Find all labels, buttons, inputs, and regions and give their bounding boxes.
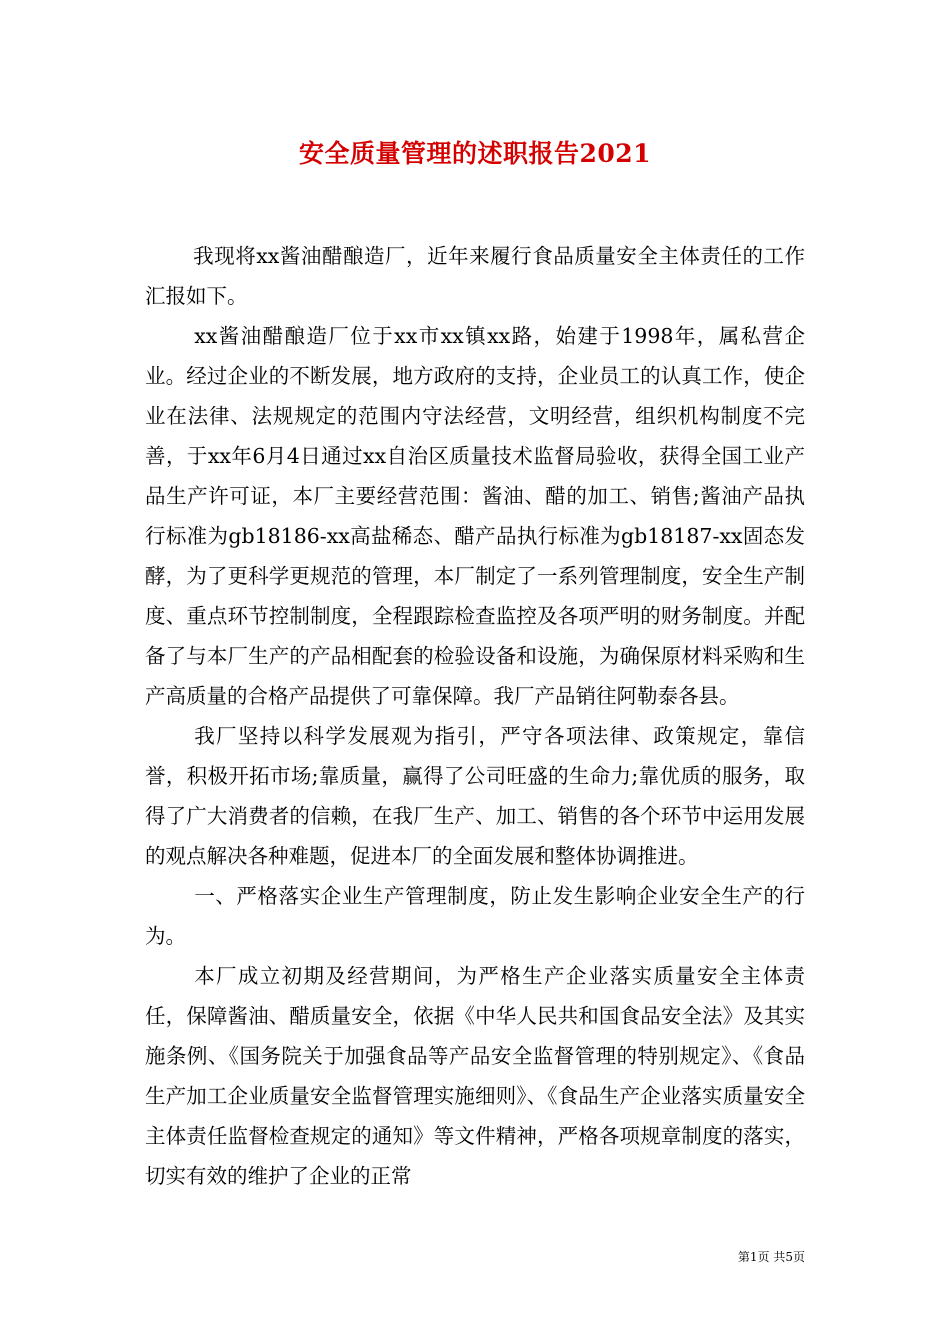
paragraph-company-overview: xx酱油醋酿造厂位于xx市xx镇xx路，始建于1998年，属私营企业。经过企业的不断发展，地方政府的支持，企业员工的认真工作，使企业在法律、法规规定的范围内守法经营，文明经营，组织机构制度不完善，于xx年6月4日通过xx自治区质量技术监督局验收，获得全国工业产品生产许可证，本厂主要经营范围：酱油、醋的加工、销售;酱油产品执行标准为gb18186-xx高盐稀态、醋产品执行标准为gb18187-xx固态发酵，为了更科学更规范的管理，本厂制定了一系列管理制度，安全生产制度、重点环节控制制度，全程跟踪检查监控及各项严明的财务制度。并配备了与本厂生产的产品相配套的检验设备和设施，为确保原材料采购和生产高质量的合格产品提供了可靠保障。我厂产品销往阿勒泰各县。 <box>145 324 805 708</box>
paragraph-development: 我厂坚持以科学发展观为指引，严守各项法律、政策规定，靠信誉，积极开拓市场;靠质量，赢得了公司旺盛的生命力;靠优质的服务，取得了广大消费者的信赖，在我厂生产、加工、销售的各个环节中运用发展的观点解决各种难题，促进本厂的全面发展和整体协调推进。 <box>145 724 805 868</box>
section-heading-1: 一、严格落实企业生产管理制度，防止发生影响企业安全生产的行为。 <box>145 884 805 948</box>
document-title: 安全质量管理的述职报告2021 <box>298 139 652 168</box>
paragraph-regulations: 本厂成立初期及经营期间，为严格生产企业落实质量安全主体责任，保障酱油、醋质量安全，依据《中华人民共和国食品安全法》及其实施条例、《国务院关于加强食品等产品安全监督管理的特别规定》、《食品生产加工企业质量安全监督管理实施细则》、《食品生产企业落实质量安全主体责任监督检查规定的通知》等文件精神，严格各项规章制度的落实，切实有效的维护了企业的正常 <box>145 964 805 1188</box>
page-number-footer: 第1页 共5页 <box>737 1250 805 1264</box>
document-body <box>145 236 805 1196</box>
paragraph-intro: 我现将xx酱油醋酿造厂，近年来履行食品质量安全主体责任的工作汇报如下。 <box>145 244 805 308</box>
